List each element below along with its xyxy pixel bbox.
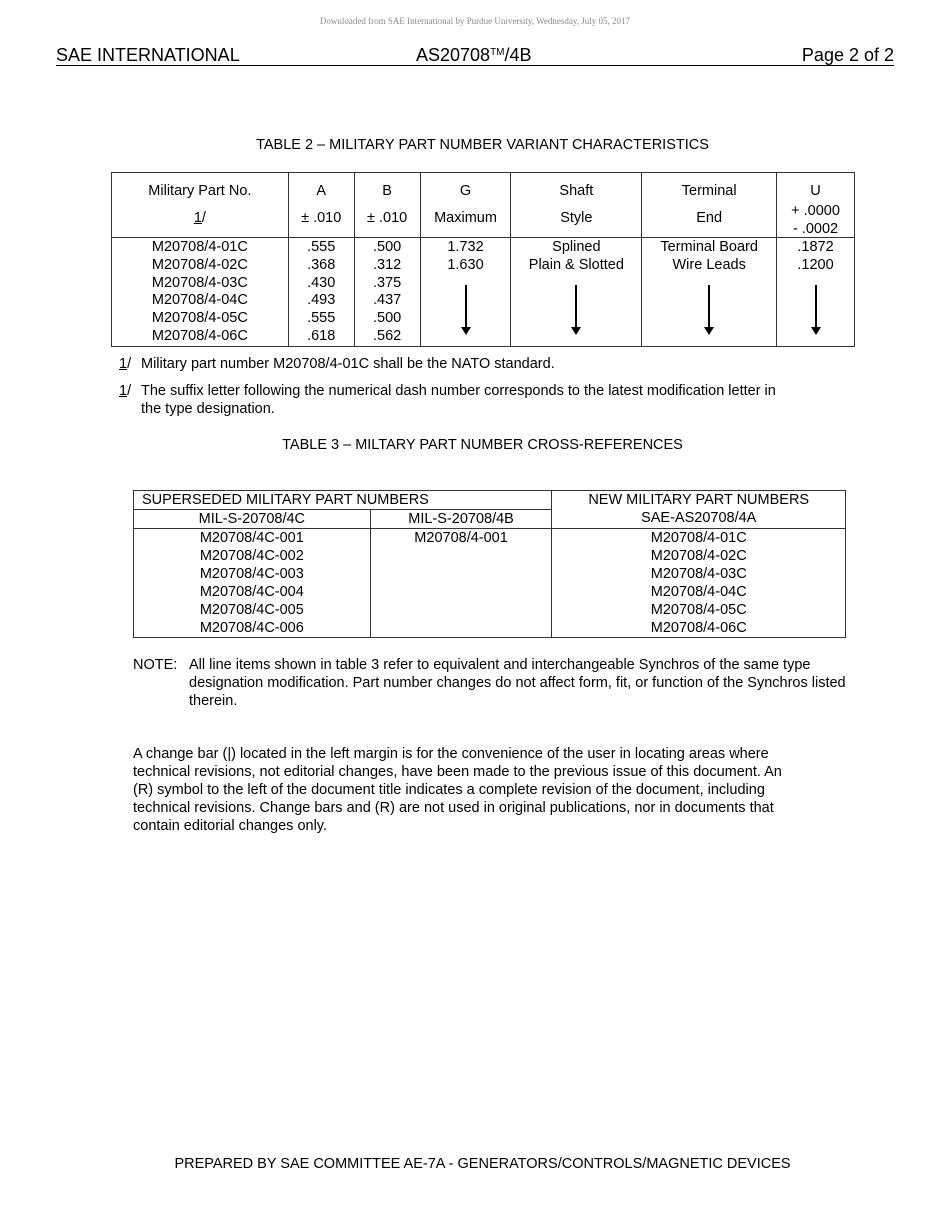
paragraph-line: A change bar (|) located in the left margin is for the convenience of the user in locating areas where — [133, 746, 769, 762]
table-cell: M20708/4-05C — [151, 310, 248, 327]
col3-header: SAE-AS20708/4A — [641, 510, 757, 526]
header-label: Terminal — [681, 183, 737, 199]
table-cell: M20708/4-02C — [151, 256, 248, 273]
u-column — [777, 238, 855, 347]
doc-suffix: /4B — [504, 45, 532, 65]
footnote-marker — [119, 382, 131, 400]
header-terminal-end — [642, 173, 777, 238]
down-arrow-icon — [708, 285, 710, 329]
footnote-number: 1 — [119, 356, 128, 372]
terminal-end-column — [642, 238, 777, 347]
header-part-no — [112, 173, 289, 238]
table-cell: .375 — [372, 274, 402, 291]
footnote-text — [141, 382, 776, 418]
footnote-slash: / — [201, 210, 206, 226]
new-header-label: NEW MILITARY PART NUMBERS — [588, 492, 810, 508]
table-cell: M20708/4-01C — [151, 239, 248, 255]
table-cell: .1200 — [797, 256, 834, 273]
doc-prefix: AS20708 — [416, 45, 491, 65]
table-cell: M20708/4-06C — [151, 327, 248, 344]
footnote-2 — [119, 382, 919, 418]
table-cell: 1.630 — [447, 256, 484, 273]
footnote-text: Military part number M20708/4-01C shall be the NATO standard. — [141, 356, 555, 372]
table-cell: M20708/4-03C — [151, 274, 248, 291]
paragraph-line: contain editorial changes only. — [133, 818, 327, 834]
table-cell: .437 — [372, 292, 402, 309]
table-cell: M20708/4C-004 — [199, 584, 304, 600]
table3-title: TABLE 3 – MILTARY PART NUMBER CROSS-REFERENCES — [282, 437, 683, 453]
page-footer: PREPARED BY SAE COMMITTEE AE-7A - GENERATORS/CONTROLS/MAGNETIC DEVICES — [174, 1156, 791, 1172]
footnote-1 — [119, 355, 919, 373]
table2-variant-characteristics — [111, 172, 855, 347]
u-minus-tolerance: - .0002 — [792, 221, 839, 237]
header-label: Shaft — [559, 183, 594, 199]
footnote-slash: / — [127, 356, 132, 372]
download-watermark: Downloaded from SAE International by Purdue University, Wednesday, July 05, 2017 — [319, 16, 631, 26]
table-cell: .368 — [307, 256, 336, 273]
table-cell: .493 — [307, 292, 336, 309]
footnote-line: the type designation. — [141, 401, 275, 417]
table-cell: .555 — [307, 239, 336, 255]
header-label: Military Part No. — [148, 183, 252, 199]
table-cell: .312 — [372, 256, 402, 273]
table-cell: .500 — [372, 239, 402, 255]
table-cell: M20708/4C-001 — [199, 530, 304, 546]
table-cell: Plain & Slotted — [528, 256, 624, 273]
paragraph-line: (R) symbol to the left of the document title indicates a complete revision of the document, including — [133, 782, 765, 798]
note-line: All line items shown in table 3 refer to equivalent and interchangeable Synchros of the same type — [189, 657, 811, 673]
header-u-tolerance — [777, 202, 854, 238]
footnote-slash: / — [127, 383, 132, 399]
note-block — [133, 656, 923, 712]
col2-header: MIL-S-20708/4B — [370, 510, 552, 529]
shaft-style-column — [511, 238, 642, 347]
header-label: A — [316, 183, 327, 199]
table3-body-row — [134, 529, 846, 638]
footnote-number: 1 — [119, 383, 128, 399]
header-b — [354, 173, 420, 238]
table-cell: M20708/4-04C — [151, 292, 248, 309]
table-cell: 1.732 — [447, 239, 484, 255]
part-number-column — [112, 238, 289, 347]
note-line: therein. — [189, 693, 238, 709]
table-cell: M20708/4-02C — [650, 548, 747, 564]
table-cell: .1872 — [797, 239, 834, 255]
header-sublabel: End — [696, 210, 723, 226]
u-plus-tolerance: + .0000 — [791, 203, 840, 219]
table-cell: Wire Leads — [672, 256, 746, 273]
table-cell: Terminal Board — [660, 239, 758, 255]
header-a — [288, 173, 354, 238]
table-cell: .562 — [372, 327, 402, 344]
header-g — [420, 173, 511, 238]
table2-title: TABLE 2 – MILITARY PART NUMBER VARIANT CHARACTERISTICS — [256, 137, 709, 153]
table3-cross-references — [133, 490, 846, 638]
col2-values — [370, 529, 552, 638]
change-bar-paragraph — [133, 745, 903, 835]
header-organization: SAE INTERNATIONAL — [56, 45, 240, 65]
header-label: G — [459, 183, 472, 199]
table-cell: M20708/4-01C — [650, 530, 747, 546]
header-tolerance: ± .010 — [301, 210, 342, 226]
table-cell: .430 — [307, 274, 336, 291]
header-u — [777, 173, 855, 238]
header-sublabel: Style — [560, 210, 593, 226]
g-column — [420, 238, 511, 347]
paragraph-line: technical revisions. Change bars and (R) are not used in original publications, nor in documents that — [133, 800, 774, 816]
down-arrow-icon — [465, 285, 467, 329]
table-cell: Splined — [552, 239, 601, 255]
note-label: NOTE: — [133, 657, 178, 673]
table-cell: M20708/4-06C — [650, 620, 747, 636]
header-page-number: Page 2 of 2 — [801, 45, 894, 65]
table-cell: M20708/4C-002 — [199, 548, 304, 564]
table-cell: M20708/4C-003 — [199, 566, 304, 582]
table2-body-row — [112, 238, 855, 347]
header-tolerance: ± .010 — [367, 210, 408, 226]
page-header — [56, 45, 894, 66]
a-column — [288, 238, 354, 347]
down-arrow-icon — [575, 285, 577, 329]
table-cell: .500 — [372, 310, 402, 327]
table-cell: M20708/4C-005 — [199, 602, 304, 618]
header-document-number — [416, 45, 532, 66]
superseded-header: SUPERSEDED MILITARY PART NUMBERS — [134, 491, 552, 510]
paragraph-line: technical revisions, not editorial changes, have been made to the previous issue of this document. An — [133, 764, 782, 780]
table-cell: M20708/4-05C — [650, 602, 747, 618]
header-sublabel: Maximum — [434, 210, 497, 226]
footnote-line: The suffix letter following the numerical dash number corresponds to the latest modification letter in — [141, 383, 776, 399]
note-text — [189, 656, 919, 710]
trademark-symbol: TM — [490, 47, 505, 58]
new-header — [552, 491, 846, 529]
table-cell: .555 — [307, 310, 336, 327]
table-cell: M20708/4-04C — [650, 584, 747, 600]
table-cell: M20708/4-03C — [650, 566, 747, 582]
b-column — [354, 238, 420, 347]
col1-header: MIL-S-20708/4C — [134, 510, 371, 529]
table-cell: M20708/4-001 — [414, 530, 508, 546]
col3-values — [552, 529, 846, 638]
footnote-marker — [119, 355, 131, 373]
header-label: B — [382, 183, 392, 199]
footnote-ref — [112, 210, 288, 226]
header-label: U — [810, 183, 821, 199]
table2-header-row — [112, 173, 855, 238]
footnote-number: 1 — [193, 210, 202, 226]
header-shaft-style — [511, 173, 642, 238]
note-line: designation modification. Part number changes do not affect form, fit, or function of the Synchros listed — [189, 675, 846, 691]
table-cell: M20708/4C-006 — [199, 620, 304, 636]
table3-group-header — [134, 491, 846, 510]
table-cell: .618 — [307, 327, 336, 344]
down-arrow-icon — [815, 285, 817, 329]
col1-values — [134, 529, 371, 638]
